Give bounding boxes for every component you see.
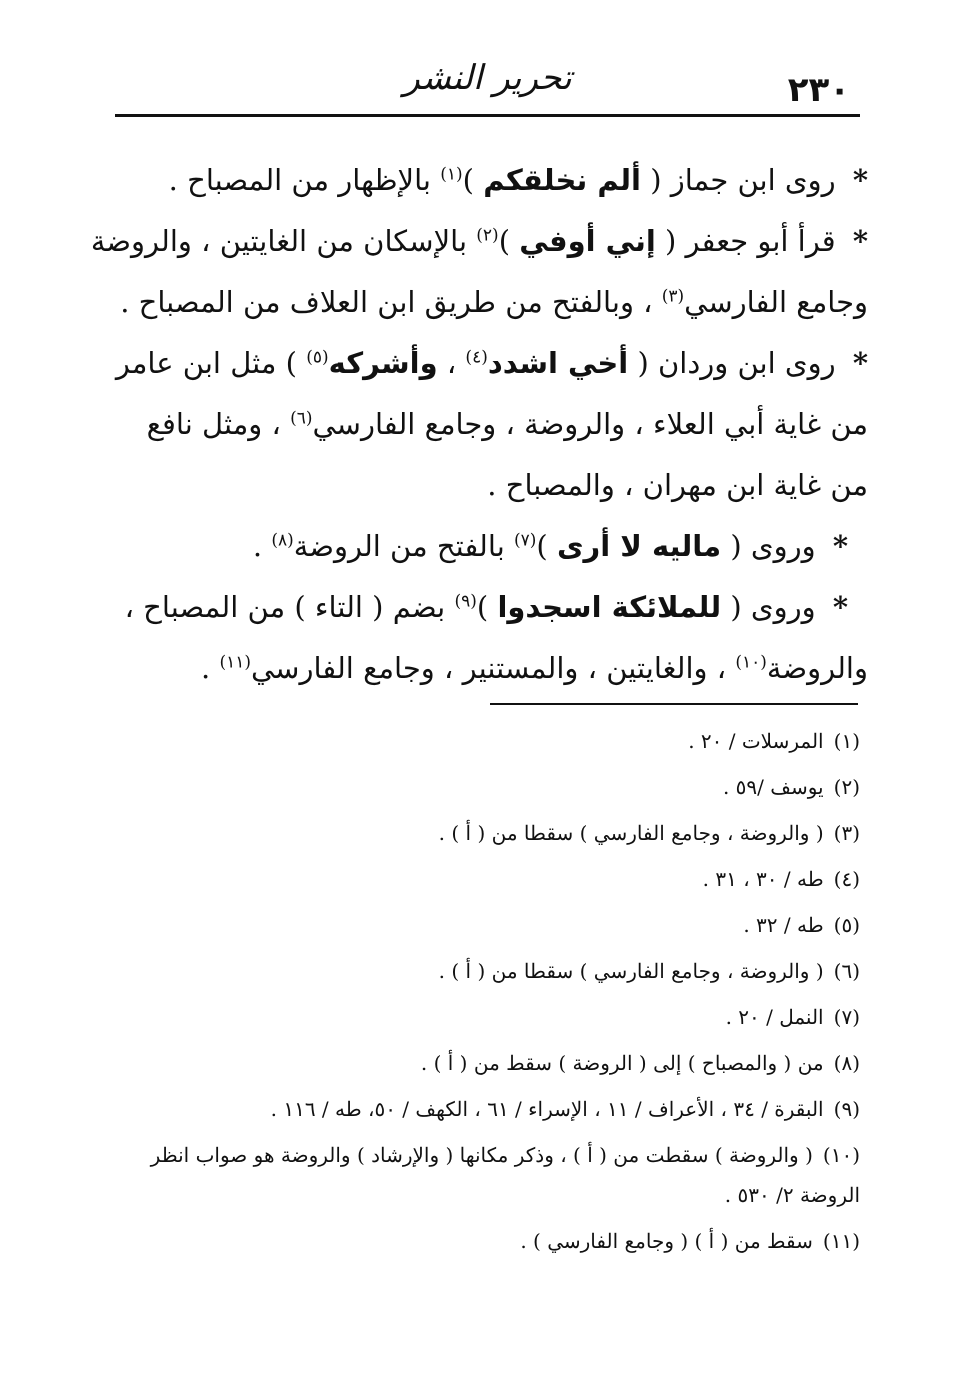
paragraph-1	[108, 150, 868, 211]
footnote-ref[interactable]: (١)	[440, 164, 463, 185]
page-header	[115, 52, 860, 122]
footnote-number: (٢)	[833, 775, 860, 799]
footnotes-section	[100, 718, 860, 1264]
footnote-text: من ( والمصباح ) إلى ( الروضة ) سقط من ( أ ) .	[420, 1051, 824, 1075]
footnote-item	[100, 764, 860, 810]
text-run: بضم ( التاء ) من المصباح ،	[124, 590, 446, 624]
text-run: ) مثل ابن عامر	[115, 346, 297, 380]
footnote-text: المرسلات / ٢٠ .	[688, 729, 824, 753]
text-run: بالإظهار من المصباح .	[168, 163, 431, 197]
text-run: والروضة	[766, 651, 868, 685]
footnote-ref[interactable]: (١١)	[219, 652, 251, 673]
footnote-text: طه / ٣٢ .	[743, 913, 824, 937]
footnote-ref[interactable]: (٦)	[290, 408, 313, 429]
quranic-phrase: إني أوفي	[519, 224, 656, 258]
footnote-number: (٣)	[833, 821, 860, 845]
text-line	[90, 211, 868, 272]
text-run: )	[462, 163, 474, 197]
footnote-number: (١٠)	[822, 1143, 860, 1167]
footnote-item	[100, 1086, 860, 1132]
footnote-item	[100, 1135, 860, 1215]
footnote-ref[interactable]: (٢)	[476, 225, 499, 246]
text-run: )	[536, 529, 548, 563]
footnote-number: (٧)	[833, 1005, 860, 1029]
footnote-text: يوسف /٥٩ .	[722, 775, 824, 799]
footnote-ref[interactable]: (٣)	[661, 286, 685, 307]
footnote-item	[100, 994, 860, 1040]
footnote-item	[100, 1218, 860, 1264]
text-run: بالإسكان من الغايتين ، والروضة	[90, 224, 468, 258]
footnote-text: طه / ٣٠ ، ٣١ .	[702, 867, 824, 891]
text-run: وروى (	[730, 590, 816, 624]
footnote-number: (٨)	[833, 1051, 860, 1075]
text-run: ، ومثل نافع	[146, 407, 281, 441]
quranic-phrase: أخي اشدد	[487, 346, 629, 380]
text-run: .	[201, 651, 211, 685]
footnote-number: (٥)	[833, 913, 860, 937]
star-marker: *	[832, 529, 848, 563]
footnote-item	[100, 856, 860, 902]
header-rule	[115, 114, 860, 117]
footnote-ref[interactable]: (١٠)	[735, 652, 767, 673]
text-run: وروى (	[730, 529, 816, 563]
text-run: )	[498, 224, 511, 258]
footnote-separator	[490, 703, 858, 705]
quranic-phrase: للملائكة اسجدوا	[497, 590, 722, 624]
footnote-text: ( والروضة ) سقطت من ( أ ) ، وذكر مكانها ( والإرشاد ) والروضة هو صواب انظر الروضة ٢/ ٥٣٠ .	[150, 1143, 860, 1207]
text-run: .	[252, 529, 263, 563]
star-marker: *	[852, 224, 868, 258]
footnote-number: (٤)	[833, 867, 860, 891]
footnote-item	[100, 718, 860, 764]
paragraph-3	[108, 333, 868, 516]
footnote-ref[interactable]: (٩)	[454, 591, 477, 612]
footnote-number: (٩)	[833, 1097, 860, 1121]
footnote-number: (٦)	[833, 959, 860, 983]
footnote-text: سقط من ( أ ) ( وجامع الفارسي ) .	[520, 1229, 813, 1253]
text-line	[108, 638, 868, 699]
book-title: تحرير النشر	[403, 58, 572, 98]
text-line	[108, 394, 868, 455]
footnote-number: (١١)	[822, 1229, 860, 1253]
footnote-item	[100, 1040, 860, 1086]
text-line	[108, 455, 868, 516]
text-run: قرأ أبو جعفر (	[665, 224, 836, 258]
text-run: ، وبالفتح من طريق ابن العلاف من المصباح .	[120, 285, 653, 319]
text-line	[108, 150, 868, 211]
star-marker: *	[852, 346, 868, 380]
quranic-phrase: وأشركه	[328, 346, 438, 380]
text-run: من غاية ابن مهران ، والمصباح .	[487, 468, 868, 502]
star-marker: *	[832, 590, 848, 624]
text-run: روى ابن جماز (	[650, 163, 836, 197]
star-marker: *	[852, 163, 868, 197]
text-run: من غاية أبي العلاء ، والروضة ، وجامع الفارسي	[312, 407, 868, 441]
text-line	[108, 272, 868, 333]
text-run: ،	[446, 346, 457, 380]
text-run: روى ابن وردان (	[637, 346, 836, 380]
paragraph-5	[108, 577, 868, 699]
footnote-number: (١)	[833, 729, 860, 753]
footnote-ref[interactable]: (٧)	[514, 530, 537, 551]
footnote-ref[interactable]: (٨)	[271, 530, 294, 551]
quranic-phrase: ألم نخلقكم	[483, 163, 641, 197]
quranic-phrase: ماليه لا أرى	[556, 529, 722, 563]
footnote-text: النمل / ٢٠ .	[725, 1005, 824, 1029]
text-run: )	[476, 590, 489, 624]
text-line	[108, 333, 868, 394]
paragraph-4	[108, 516, 868, 577]
footnote-text: البقرة / ٣٤ ، الأعراف / ١١ ، الإسراء / ٦١ ، الكهف / ٥٠، طه / ١١٦ .	[270, 1097, 824, 1121]
text-line	[108, 577, 868, 638]
text-run: بالفتح من الروضة	[293, 529, 505, 563]
page-number: ٢٣٠	[787, 70, 850, 110]
text-run: ، والغايتين ، والمستنير ، وجامع الفارسي	[250, 651, 727, 685]
text-line	[108, 516, 868, 577]
footnote-text: ( والروضة ، وجامع الفارسي ) سقطا من ( أ ) .	[438, 959, 824, 983]
main-text	[90, 150, 868, 699]
footnote-item	[100, 948, 860, 994]
paragraph-2	[90, 211, 868, 333]
footnote-item	[100, 810, 860, 856]
text-run: وجامع الفارسي	[684, 285, 868, 319]
footnote-text: ( والروضة ، وجامع الفارسي ) سقطا من ( أ ) .	[438, 821, 824, 845]
footnote-item	[100, 902, 860, 948]
footnote-ref[interactable]: (٥)	[306, 347, 329, 368]
footnote-ref[interactable]: (٤)	[465, 347, 488, 368]
